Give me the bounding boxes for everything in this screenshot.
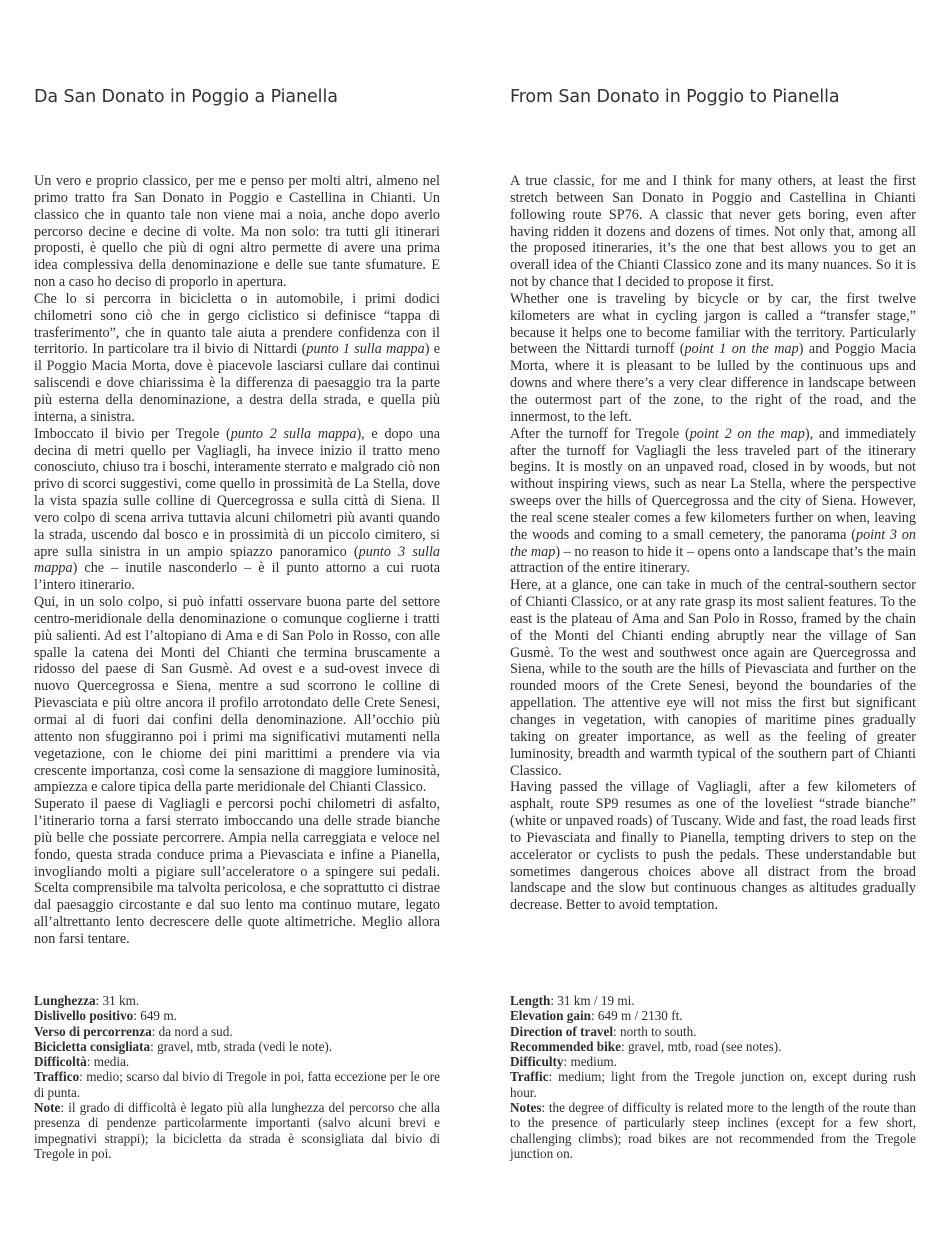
- paragraph-text: ), and immediately after the turnoff for Vagliagli the less traveled part of the itinerary begins. It is mostly on an unpaved road, closed in by woods, but not without inspiring views, such as near La Stella, where the perspective sweeps over the hills of Quercegrossa and the city of Siena. However, the real scene stealer comes a few kilometers further on when, leaving the woods and coming to a small cemetery, the panorama (: [510, 425, 916, 543]
- english-title: From San Donato in Poggio to Pianella: [510, 87, 840, 107]
- paragraph-text: After the turnoff for Tregole (: [510, 425, 690, 442]
- paragraph-text: Che lo si percorra in bicicletta o in automobile, i primi dodici chilometri sono ciò che in gergo ciclistico si definisce “tappa di trasferimento”, che in quanto tale aiuta a prendere confidenza con il territorio. In particolare tra il bivio di Nittardi (: [34, 290, 440, 358]
- route-fact-row: [510, 1054, 916, 1069]
- route-fact-row: [510, 1069, 916, 1100]
- body-paragraph: [34, 173, 440, 291]
- paragraph-text: Having passed the village of Vagliagli, after a few kilometers of asphalt, route SP9 resumes as one of the loveliest “strade bianche” (white or unpaved roads) of Tuscany. Wide and fast, the road leads first to Pievasciata and finally to Pianella, tempting drivers to step on the accelerator or cyclists to push the pedals. These understandable but sometimes dangerous choices above all distract from the broad landscape and the slow but continuous changes as altitudes gradually decrease. Better to avoid temptation.: [510, 779, 916, 914]
- body-paragraph: [34, 426, 440, 594]
- map-point-reference: point 1 on the map: [684, 341, 799, 358]
- route-fact-label: Difficoltà: [34, 1054, 87, 1070]
- route-fact-row: [34, 1069, 440, 1100]
- route-fact-row: [34, 1039, 440, 1054]
- route-fact-value: : gravel, mtb, road (see notes).: [621, 1038, 782, 1054]
- map-point-reference: punto 2 sulla mappa: [230, 425, 357, 442]
- body-paragraph: [34, 796, 440, 948]
- paragraph-text: Un vero e proprio classico, per me e penso per molti altri, almeno nel primo tratto fra San Donato in Poggio e Castellina in Chianti. Un classico che in quanto tale non viene mai a noia, anche dopo averlo percorso decine e decine di volte. Ma non solo: tra tutti gli itinerari proposti, è quello che più di ogni altro permette di avere una prima idea complessiva della denominazione e delle sue tante sfumature. E non a caso ho deciso di proporlo in apertura.: [34, 173, 440, 291]
- body-paragraph: [34, 594, 440, 796]
- route-fact-value: : medium; light from the Tregole junction on, except during rush hour.: [510, 1069, 916, 1100]
- paragraph-text: Imboccato il bivio per Tregole (: [34, 425, 231, 442]
- route-fact-value: : 31 km.: [95, 993, 140, 1008]
- route-fact-row: [34, 993, 440, 1008]
- body-paragraph: [510, 291, 916, 426]
- route-fact-row: [34, 1024, 440, 1039]
- route-fact-label: Elevation gain: [510, 1008, 591, 1024]
- route-fact-label: Note: [34, 1100, 61, 1116]
- paragraph-text: ), e dopo una decina di metri quello per Vagliagli, ha invece inizio il tratto meno conosciuto, chiuso tra i boschi, interamente sterrato e malgrado ciò non privo di scorci suggestivi, come quello in prossimità de La Stella, dove la vista spazia sulle colline di Quercegrossa e sulla città di Siena. Il vero colpo di scena arriva tuttavia alcuni chilometri più avanti quando la strada, uscendo dal bosco e in prossimità di un piccolo cimitero, si apre sulla sinistra in un ampio spiazzo panoramico (: [34, 425, 441, 560]
- route-fact-label: Verso di percorrenza: [34, 1023, 152, 1039]
- paragraph-text: ) – no reason to hide it – opens onto a landscape that’s the main attraction of the entire itinerary.: [510, 543, 916, 577]
- paragraph-text: Superato il paese di Vagliagli e percorsi pochi chilometri di asfalto, l’itinerario torna a farsi sterrato imboccando una delle strade bianche più belle che possiate percorrere. Ampia nella carreggiata e veloce nel fondo, questa strada conduce prima a Pievasciata e infine a Pianella, invogliando molti a pigiare sull’acceleratore o a spingere sui pedali. Scelta comprensibile ma talvolta pericolosa, e che soprattutto ci distrae dal paesaggio circostante e dal suo lento ma continuo mutare, legato all’altrettanto lento decrescere delle quote altimetriche. Meglio allora non farsi tentare.: [34, 796, 440, 947]
- english-route-facts: [510, 993, 916, 1161]
- paragraph-text: ) e il Poggio Macia Morta, dove è piacevole lasciarsi cullare dai continui saliscendi e dove chiarissima è la differenza di paesaggio tra la parte più esterna della denominazione, a destra della strada, e quella più interna, a sinistra.: [34, 341, 440, 425]
- body-paragraph: [510, 779, 916, 914]
- body-paragraph: [510, 426, 916, 578]
- route-fact-row: [510, 1024, 916, 1039]
- route-fact-label: Dislivello positivo: [34, 1008, 134, 1024]
- paragraph-text: ) and Poggio Macia Morta, where it is pleasant to be lulled by the continuous ups and downs and where there’s a very clear difference in landscape between the outermost part of the zone, to the right of the road, and the innermost, to the left.: [510, 341, 917, 425]
- map-point-reference: point 3 on the map: [510, 526, 916, 560]
- route-fact-value: : 649 m / 2130 ft.: [590, 1008, 683, 1024]
- paragraph-text: ) che – inutile nasconderlo – è il punto attorno a cui ruota l’intero itinerario.: [34, 560, 440, 594]
- body-paragraph: [510, 577, 916, 779]
- route-fact-row: [34, 1008, 440, 1023]
- route-fact-label: Length: [510, 993, 551, 1008]
- route-fact-row: [510, 1100, 916, 1161]
- route-fact-row: [34, 1054, 440, 1069]
- route-fact-value: : 649 m.: [133, 1008, 177, 1024]
- route-fact-row: [34, 1100, 440, 1161]
- english-body: [510, 173, 916, 914]
- route-fact-row: [510, 993, 916, 1008]
- route-fact-row: [510, 1008, 916, 1023]
- paragraph-text: Qui, in un solo colpo, si può infatti osservare buona parte del settore centro-meridionale della denominazione o comunque coglierne i tratti più salienti. Ad est l’altopiano di Ama e di San Polo in Rosso, con alle spalle la catena dei Monti del Chianti che termina bruscamente a ridosso del paese di San Gusmè. Ad ovest e a sud-ovest invece di nuovo Quercegrossa e Siena, mentre a sud scorrono le colline di Pievasciata e più oltre ancora il profilo arrotondato delle Crete Senesi, ormai al di fuori dai confini della denominazione. All’occhio più attento non sfuggiranno poi i primi ma significativi mutamenti nella vegetazione, con le chiome dei pini marittimi a prendere via via crescente importanza, così come la sensazione di maggiore luminosità, ampiezza e calore tipica della parte meridionale del Chianti Classico.: [34, 594, 440, 796]
- route-fact-label: Direction of travel: [510, 1023, 614, 1039]
- paragraph-text: A true classic, for me and I think for many others, at least the first stretch between San Donato in Poggio and Castellina in Chianti following route SP76. A classic that never gets boring, even after having ridden it dozens and dozens of times. Not only that, among all the proposed itineraries, it’s the one that best allows you to get an overall idea of the Chianti Classico zone and its many nuances. So it is not by chance that I decided to propose it first.: [510, 173, 916, 291]
- route-fact-value: : da nord a sud.: [151, 1023, 233, 1039]
- route-fact-value: : il grado di difficoltà è legato più alla lunghezza del percorso che alla presenza di pendenze particolarmente importanti (salvo alcuni brevi e impegnativi strappi); la bicicletta da strada è sconsigliata dal bivio di Tregole in poi.: [34, 1100, 440, 1161]
- route-fact-value: : media.: [86, 1054, 130, 1070]
- map-point-reference: punto 3 sulla mappa: [34, 543, 440, 577]
- map-point-reference: point 2 on the map: [689, 425, 805, 442]
- route-fact-value: : medio; scarso dal bivio di Tregole in poi, fatta eccezione per le ore di punta.: [34, 1069, 440, 1100]
- route-fact-value: : north to south.: [613, 1023, 697, 1039]
- map-point-reference: punto 1 sulla mappa: [306, 341, 425, 358]
- route-fact-label: Bicicletta consigliata: [34, 1038, 151, 1054]
- route-fact-value: : 31 km / 19 mi.: [550, 993, 635, 1008]
- route-fact-label: Traffic: [510, 1069, 549, 1085]
- body-paragraph: [510, 173, 916, 291]
- route-fact-value: : gravel, mtb, strada (vedi le note).: [150, 1038, 333, 1054]
- route-fact-value: : the degree of difficulty is related more to the length of the route than to the presence of particularly steep inclines (except for a few short, challenging climbs); road bikes are not recommended from the Tregole junction on.: [510, 1100, 916, 1161]
- italian-body: [34, 173, 440, 948]
- route-fact-label: Difficulty: [510, 1054, 564, 1070]
- italian-route-facts: [34, 993, 440, 1161]
- route-fact-label: Recommended bike: [510, 1038, 621, 1054]
- route-fact-row: [510, 1039, 916, 1054]
- route-fact-value: : medium.: [563, 1054, 617, 1070]
- route-fact-label: Traffico: [34, 1069, 80, 1085]
- body-paragraph: [34, 291, 440, 426]
- route-fact-label: Lunghezza: [34, 993, 96, 1008]
- paragraph-text: Whether one is traveling by bicycle or by car, the first twelve kilometers are what in cycling jargon is called a “transfer stage,” because it helps one to become familiar with the territory. Particularly between the Nittardi turnoff (: [510, 290, 916, 358]
- paragraph-text: Here, at a glance, one can take in much of the central-southern sector of Chianti Classico, or at any rate grasp its most salient features. To the east is the plateau of Ama and San Polo in Rosso, framed by the chain of the Monti del Chianti ending abruptly near the village of San Gusmè. To the west and southwest once again are Quercegrossa and Siena, while to the south are the hills of Pievasciata and further on the rounded moors of the Crete Senesi, beyond the boundaries of the appellation. The attentive eye will not miss the first but significant changes in vegetation, with canopies of maritime pines gradually taking on greater importance, as well as the feeling of greater luminosity, breadth and warmth typical of the southern part of Chianti Classico.: [510, 577, 916, 779]
- route-fact-label: Notes: [510, 1100, 542, 1116]
- italian-title: Da San Donato in Poggio a Pianella: [34, 87, 338, 107]
